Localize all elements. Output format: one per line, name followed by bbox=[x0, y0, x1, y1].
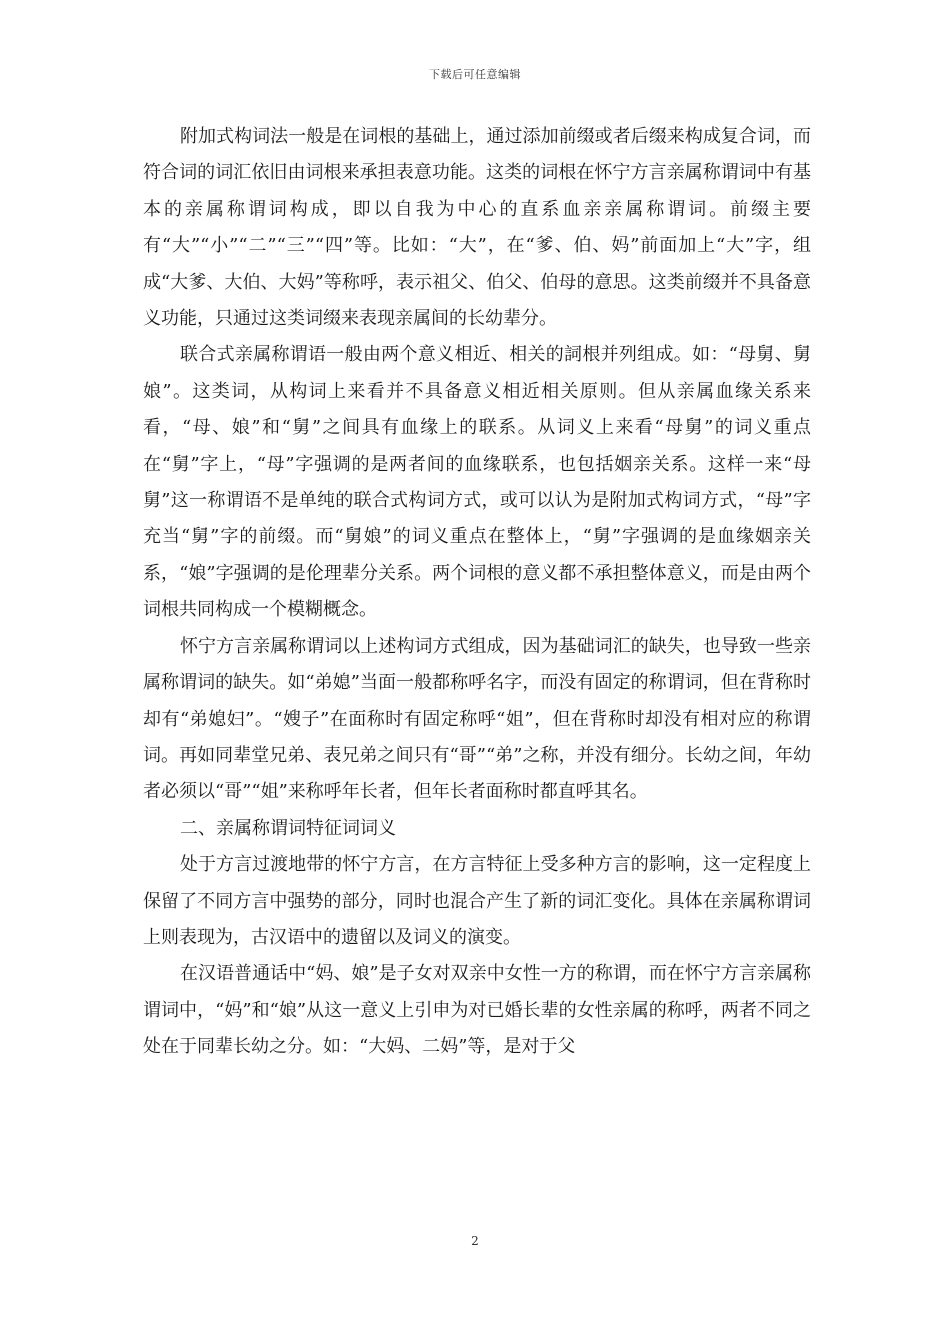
document-body bbox=[143, 119, 811, 1066]
paragraph-compound-word-formation: 联合式亲属称谓语一般由两个意义相近、相关的詞根并列组成。如：“母舅、舅娘”。这类词，从构词上来看并不具备意义相近相关原则。但从亲属血缘关系来看，“母、娘”和“舅”之间具有血缘上的联系。从词义上来看“母舅”的词义重点在“舅”字上，“母”字强调的是两者间的血缘联系，也包括姻亲关系。这样一来“母舅”这一称谓语不是单纯的联合式构词方式，或可以认为是附加式构词方式，“母”字充当“舅”字的前缀。而“舅娘”的词义重点在整体上，“舅”字强调的是血缘姻亲关系，“娘”字强调的是伦理辈分关系。两个词根的意义都不承担整体意义，而是由两个词根共同构成一个模糊概念。 bbox=[143, 344, 811, 621]
paragraph-dialect-transition: 处于方言过渡地带的怀宁方言，在方言特征上受多种方言的影响，这一定程度上保留了不同方言中强势的部分，同时也混合产生了新的词汇变化。具体在亲属称谓词上则表现为，古汉语中的遗留以及词义的演变。 bbox=[143, 854, 811, 948]
paragraph-affix-word-formation: 附加式构词法一般是在词根的基础上，通过添加前缀或者后缀来构成复合词，而符合词的词汇依旧由词根来承担表意功能。这类的词根在怀宁方言亲属称谓词中有基本的亲属称谓词构成，即以自我为中心的直系血亲亲属称谓词。前缀主要有“大”“小”“二”“三”“四”等。比如：“大”，在“爹、伯、妈”前面加上“大”字，组成“大爹、大伯、大妈”等称呼，表示祖父、伯父、伯母的意思。这类前缀并不具备意义功能，只通过这类词缀来表现亲属间的长幼辈分。 bbox=[143, 126, 811, 330]
section-heading: 二、亲属称谓词特征词词义 bbox=[180, 817, 396, 839]
page-header: 下载后可任意编辑 bbox=[429, 68, 521, 81]
paragraph-ma-niang-usage: 在汉语普通话中“妈、娘”是子女对双亲中女性一方的称谓，而在怀宁方言亲属称谓词中，“妈”和“娘”从这一意义上引申为对已婚长辈的女性亲属的称呼，两者不同之处在于同辈长幼之分。如：“大妈、二妈”等，是对于父 bbox=[143, 963, 811, 1058]
page-number: 2 bbox=[471, 1234, 479, 1248]
paragraph-missing-kinship-terms: 怀宁方言亲属称谓词以上述构词方式组成，因为基础词汇的缺失，也导致一些亲属称谓词的缺失。如“弟媳”当面一般都称呼名字，而没有固定的称谓词，但在背称时却有“弟媳妇”。“嫂子”在面称时有固定称呼“姐”，但在背称时却没有相对应的称谓词。再如同辈堂兄弟、表兄弟之间只有“哥”“弟”之称，并没有细分。长幼之间，年幼者必须以“哥”“姐”来称呼年长者，但年长者面称时都直呼其名。 bbox=[143, 635, 811, 803]
